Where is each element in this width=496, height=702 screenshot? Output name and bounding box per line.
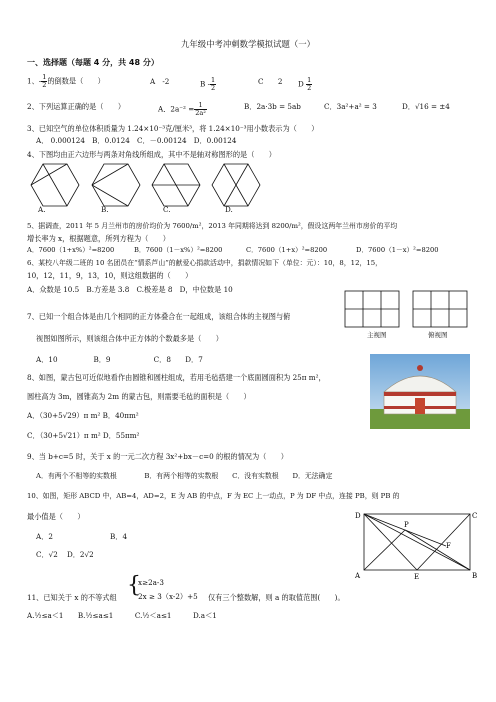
q1-option-d: D $\frac{1}{2}$ (298, 76, 312, 92)
q5-option-a: A．7600（1+x%）²=8200 (27, 246, 115, 254)
question-5-line1: 5、据调查，2011 年 5 月兰州市的房价均价为 7600/m²，2013 年同期将达到 8200/m²，假设这两年兰州市房价的平均 (27, 222, 398, 230)
front-view-caption: 主视图 (367, 331, 387, 339)
rectangle-figure (352, 508, 480, 580)
q11-options: A.½≤a＜1 B.½≤a≤1 C.½＜a≤1 D.a＜1 (27, 611, 217, 620)
question-10-line1: 10、如图，矩形 ABCD 中，AB=4，AD=2，E 为 AB 的中点，F 为 EC 上一动点，P 为 DF 中点，连接 PB，则 PB 的 (27, 492, 400, 500)
question-8-line2: 圆柱高为 3m，圆锥高为 2m 的蒙古包，则需要毛毡的面积是（ ） (27, 392, 251, 401)
question-1: 1、- $\frac{1}{2}$ 的倒数是（ ） (27, 73, 105, 89)
q10-option-a: A．2 (36, 532, 53, 541)
question-4: 4、下图均由正六边形与两条对角线所组成，其中不是轴对称图形的是（ ） (27, 150, 276, 159)
q2-option-a: A．2a⁻² = $\frac{1}{\text{2a²}}$ (158, 101, 206, 117)
q8-options-ab: A．（30+5√29）π m² B．40πm² (27, 411, 139, 420)
q7-options: A．10 B．9 C．8 D．7 (36, 355, 203, 364)
label-a: A (355, 572, 361, 580)
q10-option-c: C．√2 D．2√2 (36, 550, 94, 559)
question-6-line1: 6、某校八年级二班的 10 名团员在“情系芦山”的献爱心捐款活动中，捐款情况如下（单位：元）：10，8，12，15， (27, 259, 382, 267)
q8-options-cd: C．（30+5√21）π m² D．55πm² (27, 431, 140, 440)
q1-option-b: B - $\frac{1}{2}$ (200, 76, 216, 92)
q4-label-d: D. (225, 205, 233, 214)
question-3: 3、已知空气的单位体积质量为 1.24×10⁻³克/厘米³，将 1.24×10⁻³用小数表示为（ ） (27, 124, 319, 133)
q4-label-a: A. (38, 205, 46, 214)
q5-option-b: B．7600（1－x%）²=8200 (134, 246, 223, 254)
question-10-line2: 最小值是（ ） (27, 512, 85, 521)
q4-label-c: C. (163, 205, 171, 214)
question-9: 9、当 b+c=5 时，关于 x 的一元二次方程 3x²+bx－c=0 的根的情况为（ ） (27, 452, 288, 461)
q6-options: A．众数是 10.5 B.方差是 3.8 C.极差是 8 D，中位数是 10 (27, 285, 233, 294)
q1-option-a: A -2 (150, 77, 170, 86)
cube-views-figure (343, 289, 471, 339)
q5-option-d: D．7600（1－x）²=8200 (356, 246, 439, 254)
inequality-2: 2x ≥ 3（x-2）+5 (138, 592, 198, 601)
top-view-caption: 俯视图 (428, 331, 448, 339)
q2-option-b: B．2a·3b = 5ab (244, 102, 301, 111)
inequality-1: x≥2a-3 (138, 578, 164, 587)
q2-option-d: D．√16 = ±4 (402, 102, 450, 111)
label-d: D (355, 512, 361, 520)
question-5-line2: 增长率为 x，根据题意，所列方程为（ ） (27, 234, 170, 243)
question-7-line2: 视图如图所示，则该组合体中正方体的个数最多是（ ） (36, 334, 223, 343)
q9-options: A．有两个不相等的实数根 B．有两个相等的实数根 C．没有实数根 D．无法确定 (36, 472, 333, 480)
question-11: 11、已知关于 x 的不等式组 (27, 593, 117, 602)
q5-option-c: C．7600（1+x）²=8200 (246, 246, 328, 254)
q3-options: A． 0.000124 B．0.0124 C．－0.00124 D．0.00124 (36, 136, 237, 145)
q1-option-c: C 2 (258, 77, 283, 86)
question-7-line1: 7、已知一个组合体是由几个相同的正方体叠合在一起组成，该组合体的主视图与俯 (27, 312, 291, 321)
question-2: 2、下列运算正确的是（ ） (27, 102, 126, 111)
label-b: B (472, 572, 478, 580)
section-heading: 一、选择题（每题 4 分，共 48 分） (27, 58, 159, 67)
fraction: $\frac{1}{2}$ (42, 73, 47, 89)
brace: { (127, 573, 141, 598)
label-p: P (404, 521, 409, 529)
question-8-line1: 8、如图，蒙古包可近似地看作由圆锥和圆柱组成，若用毛毡搭建一个底面圆面积为 25π m²， (27, 373, 326, 382)
question-6-line2: 10，12，11，9，13，10，则这组数据的（ ） (27, 271, 193, 280)
q2-option-c: C．3a²+a² = 3 (324, 102, 377, 111)
label-c: C (472, 512, 478, 520)
label-e: E (414, 573, 420, 580)
q4-label-b: B. (101, 205, 109, 214)
label-f: F (446, 542, 451, 550)
page-title: 九年级中考冲刺数学模拟试题（一） (181, 39, 315, 49)
question-11-tail: 仅有三个整数解，则 a 的取值范围( )。 (208, 593, 345, 602)
q10-option-b: B．4 (110, 532, 128, 541)
yurt-photo (370, 354, 470, 429)
